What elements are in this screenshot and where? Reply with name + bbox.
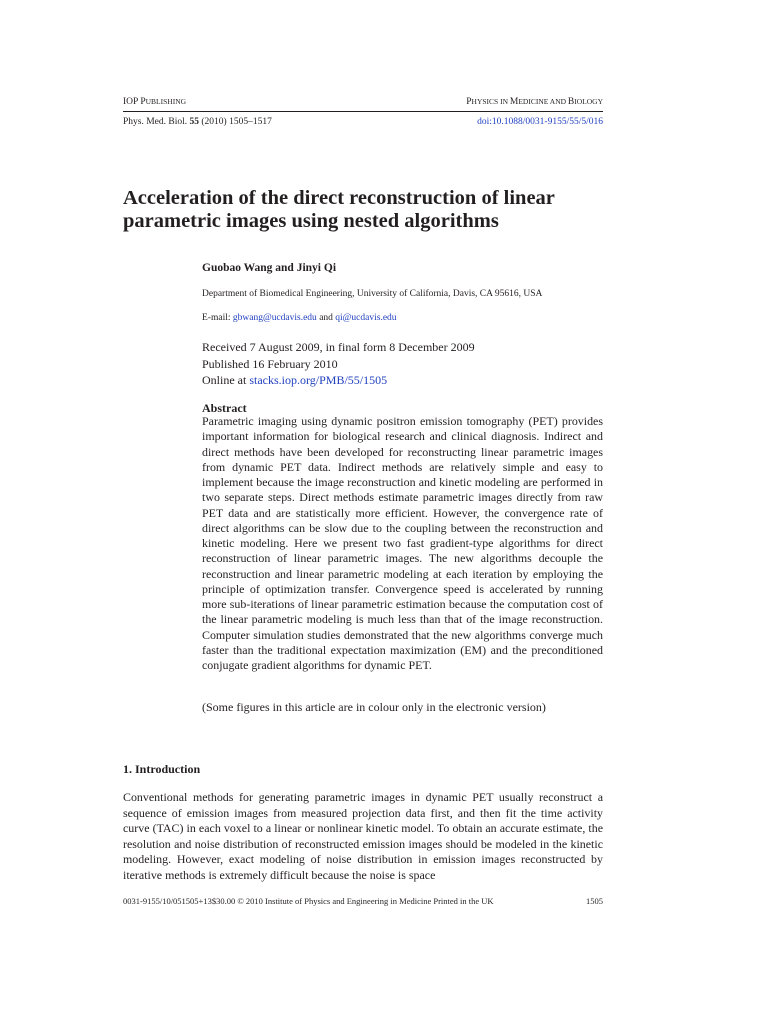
online-link[interactable]: stacks.iop.org/PMB/55/1505 [249,373,388,387]
page-number: 1505 [586,896,603,906]
header-rule [123,111,603,112]
journal-name-part: IOLOGY [574,97,603,106]
journal-name-part: B [567,97,575,107]
email-link-2[interactable]: qi@ucdavis.edu [335,313,397,323]
section-heading: 1. Introduction [123,762,201,776]
doi-link[interactable]: doi:10.1088/0031-9155/55/5/016 [477,117,603,127]
citation: Phys. Med. Biol. 55 (2010) 1505–1517 [123,117,272,127]
abstract-heading: Abstract [202,401,247,415]
email-link-1[interactable]: gbwang@ucdavis.edu [232,313,317,323]
online-line: Online at stacks.iop.org/PMB/55/1505 [202,373,388,387]
author-list: Guobao Wang and Jinyi Qi [202,262,337,274]
abstract-text: Parametric imaging using dynamic positron emission tomography (PET) provides important information for biological research and clinical diagnosis. Indirect and direct methods have been developed for reconstructing linear parametric images from dynamic PET data. Indirect methods are relatively simple and easy to implement because the image reconstruction and kinetic modeling are performed in two separate steps. Direct methods estimate parametric images directly from raw PET data and are statistically more efficient. However, the convergence rate of direct algorithms can be slow due to the coupling between the reconstruction and kinetic modeling. Here we present two fast gradient-type algorithms for direct reconstruction of linear parametric images. The new algorithms decouple the reconstruction and linear parametric modeling at each iteration by employing the principle of optimization transfer. Convergence speed is accelerated by running more sub-iterations of linear parametric estimation because the computation cost of the linear parametric modeling is much less than that of the image reconstruction. Computer simulation studies demonstrated that the new algorithms converge much faster than the traditional expectation maximization (EM) and the preconditioned conjugate gradient algorithms for dynamic PET. [202,414,603,672]
article-title: Acceleration of the direct reconstruction of linear parametric images using nested algorithms [123,187,555,232]
citation-line [123,117,603,127]
email-line: E-mail: gbwang@ucdavis.edu and qi@ucdavis.edu [202,313,397,323]
publication-dates [202,339,475,389]
page-footer [123,896,603,906]
colour-note: (Some figures in this article are in colour only in the electronic version) [202,700,546,714]
journal-name-part: EDICINE AND [518,97,568,106]
copyright-line: 0031-9155/10/051505+13$30.00 © 2010 Institute of Physics and Engineering in Medicine Printed in the UK [123,896,494,906]
journal-name-part: M [509,97,519,107]
received-date: Received 7 August 2009, in final form 8 December 2009 [202,340,475,354]
affiliation: Department of Biomedical Engineering, University of California, Davis, CA 95616, USA [202,289,543,299]
published-date: Published 16 February 2010 [202,356,338,371]
journal-name [466,97,603,107]
journal-name-part: P [466,97,472,107]
introduction-text: Conventional methods for generating parametric images in dynamic PET usually reconstruct a sequence of emission images from measured projection data first, and then fit the time activity curve (TAC) in each voxel to a linear or nonlinear kinetic model. To obtain an accurate estimate, the resolution and noise distribution of reconstructed emission images should be modeled in the kinetic modeling. However, exact modeling of noise distribution in emission images reconstructed by iterative methods is extremely difficult because the noise is space [123,790,603,882]
journal-name-part: HYSICS IN [471,97,510,106]
publisher-name: IOP PUBLISHING [123,97,187,107]
running-header [123,97,603,107]
